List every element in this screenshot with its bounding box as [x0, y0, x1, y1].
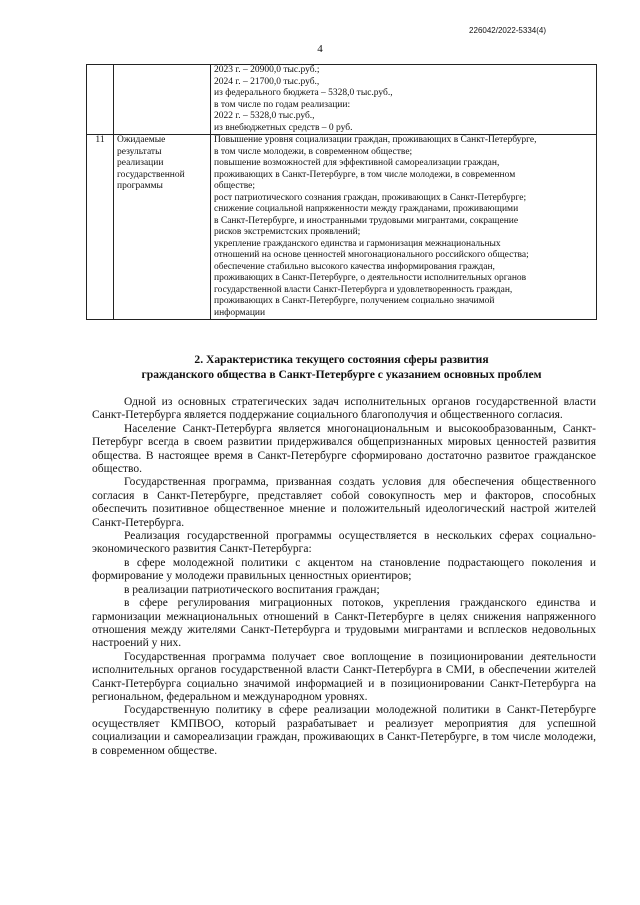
label-line: результаты [117, 146, 162, 157]
paragraph: Реализация государственной программы осуществляется в нескольких сферах социально-экономического развития Санкт-Петербурга: [92, 530, 596, 556]
result-line: повышение возможностей для эффективной самореализации граждан, [214, 158, 500, 168]
table-row [87, 65, 597, 135]
funding-line: 2024 г. – 21700,0 тыс.руб., [214, 76, 320, 87]
paragraph: в реализации патриотического воспитания граждан; [124, 583, 380, 596]
result-line: проживающих в Санкт-Петербурге, получением социально значимой [214, 296, 495, 306]
section-heading [86, 353, 597, 382]
label-line: Ожидаемые [117, 135, 166, 145]
result-line: в том числе молодежи, в современном обществе; [214, 146, 413, 157]
result-line: рисков экстремистских проявлений; [214, 227, 361, 237]
funding-line: в том числе по годам реализации: [214, 99, 351, 110]
label-line: государственной [117, 169, 185, 180]
result-line: снижение социальной напряженности между гражданами, проживающими [214, 204, 519, 214]
program-passport-table [86, 64, 597, 320]
paragraph: в сфере молодежной политики с акцентом на становление подрастающего поколения и формирование у молодежи правильных ценностных ориентиров; [92, 556, 596, 583]
result-line: проживающих в Санкт-Петербурге, о деятельности исполнительных органов [214, 273, 527, 283]
funding-cell [211, 65, 597, 135]
funding-line: 2023 г. – 20900,0 тыс.руб.; [214, 65, 320, 75]
funding-line: из федерального бюджета – 5328,0 тыс.руб., [214, 88, 393, 98]
page-number: 4 [317, 43, 323, 55]
funding-line: 2022 г. – 5328,0 тыс.руб., [214, 111, 315, 121]
label-line: реализации [117, 158, 164, 168]
paragraph: Государственную политику в сфере реализации молодежной политики в Санкт-Петербурге осуществляет КМПВОО, который разрабатывает и реализует мероприятия для успешной социализации и самореализации граждан, проживающих в Санкт-Петербурге, в том числе молодежи, в современном обществе. [92, 704, 596, 757]
row-label-cell [114, 135, 211, 320]
row-number-cell [87, 65, 114, 135]
paragraph: Государственная программа, призванная создать условия для обеспечения общественного согласия в Санкт-Петербурге, представляет собой совокупность мер и факторов, способных обеспечить позитивное общественное мнение и положительный идеологический настрой жителей Санкт-Петербурга. [92, 476, 596, 529]
table-row [87, 135, 597, 320]
paragraph: Одной из основных стратегических задач исполнительных органов государственной власти Санкт-Петербурга является поддержание социального благополучия и общественного согласия. [92, 396, 596, 422]
result-line: в Санкт-Петербурге, и иностранными трудовыми мигрантами, сокращение [214, 215, 519, 226]
label-line: программы [117, 181, 163, 191]
result-line: рост патриотического сознания граждан, проживающих в Санкт-Петербурге; [214, 192, 527, 203]
results-cell [211, 135, 597, 320]
result-line: проживающих в Санкт-Петербурге, в том числе молодежи, в современном [214, 169, 516, 180]
section-body [92, 396, 596, 758]
paragraph: Государственная программа получает свое воплощение в позиционировании деятельности исполнительных органов государственной власти Санкт-Петербурга в СМИ, в обеспечении жителей Санкт-Петербурга социально значимой информацией и в позиционировании Санкт-Петербурга на региональном, федеральном и международном уровнях. [92, 650, 596, 703]
funding-line: из внебюджетных средств – 0 руб. [214, 122, 353, 133]
paragraph: в сфере регулирования миграционных потоков, укрепления гражданского единства и гармонизации межнациональных отношений в Санкт-Петербурге в целях снижения напряженного отношения между жителями Санкт-Петербурга и трудовыми мигрантами и всплесков недовольных настроений у них. [92, 597, 596, 650]
result-line: отношений на основе ценностей многонационального российского общества; [214, 250, 529, 260]
result-line: обеспечение стабильно высокого качества информирования граждан, [214, 261, 495, 272]
result-line: обществе; [214, 181, 256, 191]
result-line: государственной власти Санкт-Петербурга и удовлетворенность граждан, [214, 284, 513, 295]
section-title-line: 2. Характеристика текущего состояния сферы развития [194, 353, 489, 366]
paragraph: Население Санкт-Петербурга является многонациональным и высокообразованным, Санкт-Петербург всегда в своем развитии придерживался общепризнанных мировых ценностей развития общества. В настоящее время в Санкт-Петербурге сформировано достаточно развитое гражданское общество. [92, 422, 596, 476]
result-line: Повышение уровня социализации граждан, проживающих в Санкт-Петербурге, [214, 135, 537, 145]
result-line: укрепление гражданского единства и гармонизация межнациональных [214, 238, 501, 249]
section-title-line: гражданского общества в Санкт-Петербурге с указанием основных проблем [141, 367, 542, 381]
row-label-cell [114, 65, 211, 135]
result-line: информации [214, 307, 266, 318]
document-number: 226042/2022-5334(4) [469, 26, 546, 35]
row-number-cell: 11 [87, 135, 114, 320]
